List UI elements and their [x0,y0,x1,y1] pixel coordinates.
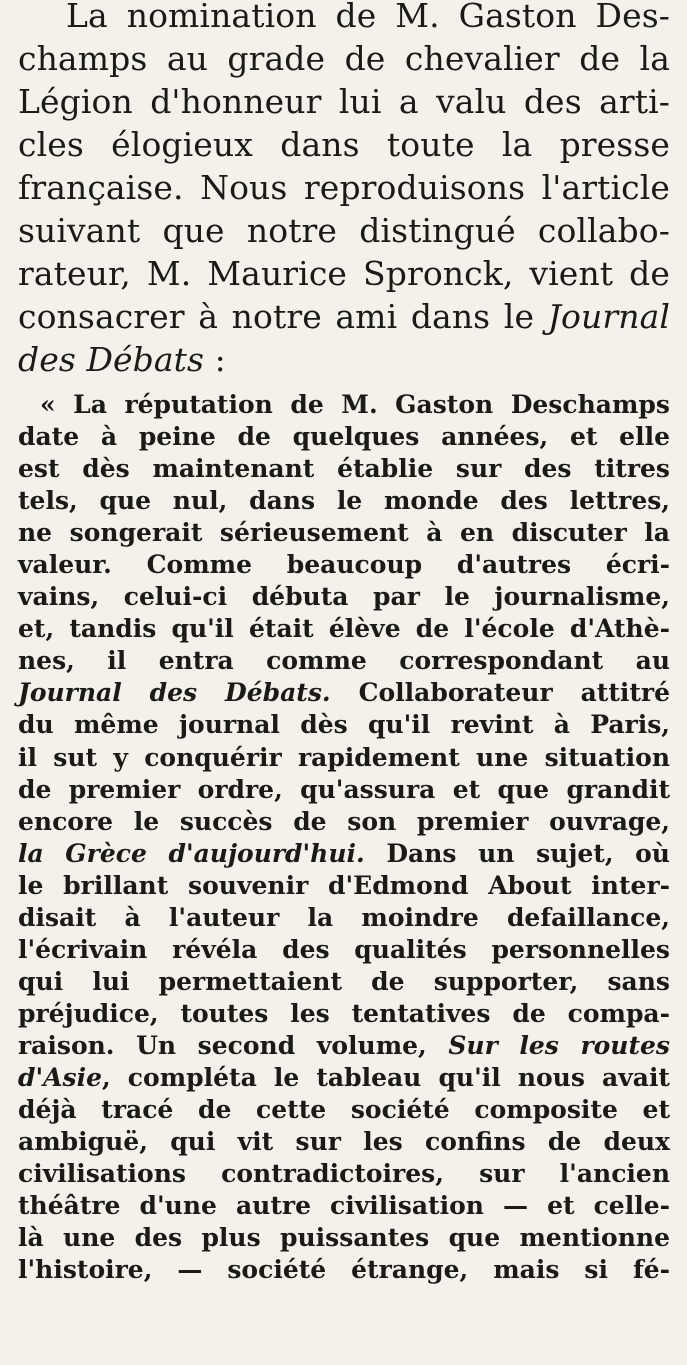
text-line: et, tandis qu'il était élève de l'école d'Athè- [18,614,670,644]
text-run: Collaborateur attitré [330,678,671,708]
text-line: qui lui permettaient de supporter, sans [18,966,670,996]
text-line: civilisations contradictoires, sur l'ancien [18,1159,670,1189]
text-line: suivant que notre distingué collabo- [18,211,670,250]
text-run: : [204,340,226,379]
text-line: « La réputation de M. Gaston Deschamps [40,390,670,419]
text-line: déjà tracé de cette société composite et [18,1095,670,1125]
text-line: rateur, M. Maurice Spronck, vient de [18,254,670,293]
journal-title-italic: Journal [547,297,670,336]
text-line: là une des plus puissantes que mentionne [18,1223,670,1253]
text-line: encore le succès de son premier ouvrage, [18,806,670,836]
book-title-italic: Sur les routes [448,1030,670,1060]
text-line: valeur. Comme beaucoup d'autres écri- [18,550,670,580]
intro-paragraph [18,0,670,381]
text-line: ne songerait sérieusement à en discuter la [18,518,670,548]
text-line [18,1062,670,1094]
article-column [18,0,670,1286]
text-line: disait à l'auteur la moindre defaillance, [18,902,670,932]
text-line [18,338,670,381]
text-line: l'écrivain révéla des qualités personnelles [18,934,670,964]
text-line: théâtre d'une autre civilisation — et celle- [18,1191,670,1221]
text-line [18,838,670,870]
text-run: raison. Un second volume, [18,1030,449,1060]
quoted-article-paragraph [18,389,670,1286]
text-line: Légion d'honneur lui a valu des arti- [18,82,670,121]
text-line: tels, que nul, dans le monde des lettres, [18,486,670,516]
text-line: de premier ordre, qu'assura et que grandit [18,774,670,804]
text-line [18,295,670,338]
text-run: , compléta le tableau qu'il nous avait [102,1062,670,1092]
text-line: française. Nous reproduisons l'article [18,168,670,207]
text-line: La nomination de M. Gaston Des- [66,0,670,35]
text-run: Dans un sujet, où [364,838,670,868]
journal-title-italic: des Débats [18,340,205,379]
text-line [18,1030,670,1062]
text-line: cles élogieux dans toute la presse [18,125,670,164]
text-line: il sut y conquérir rapidement une situation [18,742,670,772]
text-line [18,677,670,709]
text-line: le brillant souvenir d'Edmond About inter- [18,870,670,900]
text-line: nes, il entra comme correspondant au [18,646,670,676]
text-run: consacrer à notre ami dans le [18,297,548,336]
text-line: champs au grade de chevalier de la [18,39,670,78]
text-line: ambiguë, qui vit sur les confins de deux [18,1127,670,1157]
text-line: du même journal dès qu'il revint à Paris, [18,710,670,740]
text-line: l'histoire, — société étrange, mais si fé- [18,1255,670,1285]
book-title-italic: d'Asie [18,1062,103,1092]
journal-title-italic: Journal des Débats. [18,678,331,708]
book-title-italic: la Grèce d'aujourd'hui. [18,838,365,868]
text-line: préjudice, toutes les tentatives de compa- [18,998,670,1028]
text-line: date à peine de quelques années, et elle [18,422,670,452]
text-line: est dès maintenant établie sur des titres [18,454,670,484]
text-line: vains, celui-ci débuta par le journalisme, [18,582,670,612]
